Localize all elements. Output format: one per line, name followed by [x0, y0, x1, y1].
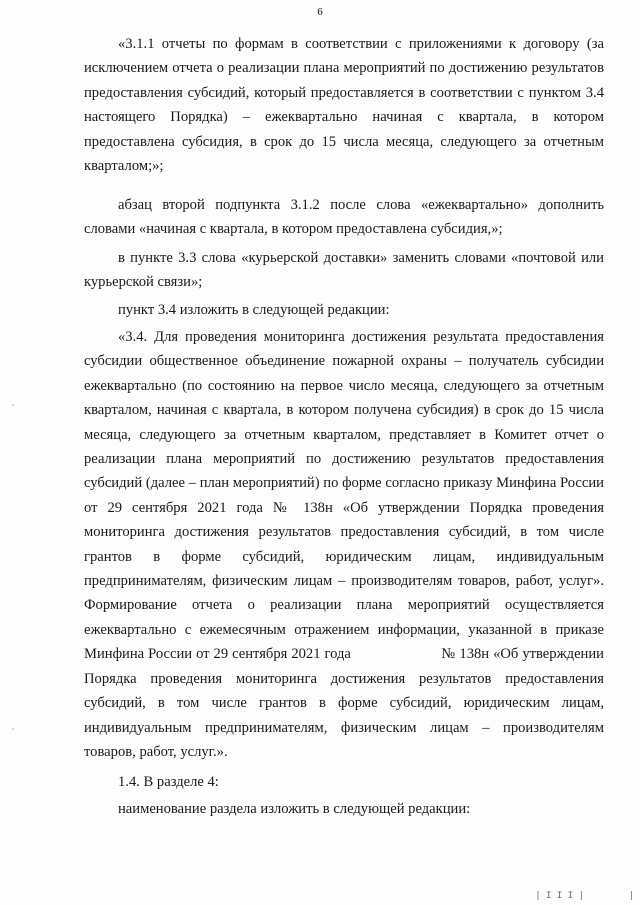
paragraph-3-4-text-part2: № 138н «Об утверждении Порядка проведения мониторинга достижения результатов предоставления субсидий, в том числе грантов в форме субсидий, юридическим лицам, индивидуальным предпринимателям, физическим лицам – производителям товаров, работ, услуг.». [84, 646, 604, 760]
paragraph-3-3-amendment: в пункте 3.3 слова «курьерской доставки» заменить словами «почтовой или курьерской связи»; [84, 250, 604, 291]
scan-barcode-mark: | I I I | [535, 891, 584, 901]
paragraph-3-1-1: «3.1.1 отчеты по формам в соответствии с приложениями к договору (за исключением отчета о реализации плана мероприятий по достижению результатов предоставления субсидий, который предоставляется в соответствии с пунктом 3.4 настоящего Порядка) – ежеквартально начиная с квартала, в котором предоставлена субсидия, в срок до 15 числа месяца, следующего за отчетным кварталом;»; [84, 36, 604, 175]
scan-speck [12, 728, 14, 730]
scan-speck [12, 404, 14, 406]
paragraph-3-4-text [84, 325, 604, 764]
paragraph-3-1-2-amendment: абзац второй подпункта 3.1.2 после слова «ежеквартально» дополнить словами «начиная с квартала, в котором предоставлена субсидия,»; [84, 197, 604, 238]
paragraph-1-4-heading: 1.4. В разделе 4: [118, 774, 219, 790]
scan-edge-mark: | [628, 891, 634, 901]
paragraph-section-4-name: наименование раздела изложить в следующей редакции: [118, 801, 471, 817]
paragraph-3-4-text-part1: «3.4. Для проведения мониторинга достижения результата предоставления субсидии общественное объединение пожарной охраны – получатель субсидии ежеквартально (по состоянию на первое число месяца, следующего за отчетным кварталом, начиная с квартала, в котором получена субсидия) в срок до 15 числа месяца, следующего за отчетным кварталом, представляет в Комитет отчет о реализации плана мероприятий по достижению результатов предоставления субсидий (далее – план мероприятий) по форме согласно приказу Минфина России от 29 сентября 2021 года № 138н «Об утверждении Порядка проведения мониторинга достижения результатов предоставления субсидий, в том числе грантов в форме субсидий, юридическим лицам, индивидуальным предпринимателям, физическим лицам – производителям товаров, работ, услуг». Формирование отчета о реализации плана мероприятий осуществляется ежеквартально с ежемесячным отражением информации, указанной в приказе Минфина России от 29 сентября 2021 года [84, 329, 604, 663]
page-number: 6 [317, 6, 323, 18]
paragraph-3-4-intro: пункт 3.4 изложить в следующей редакции: [118, 302, 390, 318]
